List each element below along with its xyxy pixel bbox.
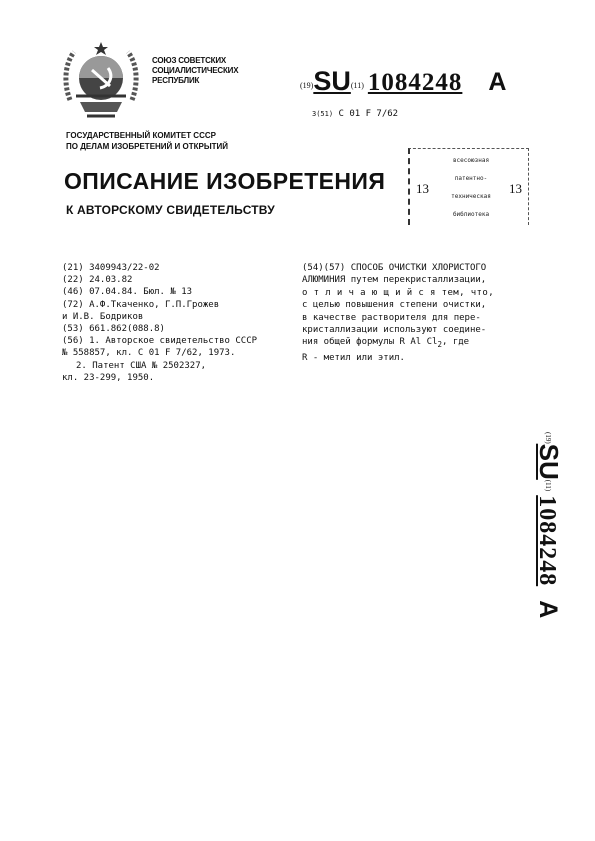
library-stamp [408,148,529,225]
stamp-line: всесоюзная [452,157,490,164]
committee-line: ГОСУДАРСТВЕННЫЙ КОМИТЕТ СССР [66,131,216,140]
abstract-line: кристаллизации используют соедине- [302,325,487,336]
ipc-classification [312,109,398,119]
biblio-line: (21) 3409943/22-02 [62,263,160,273]
abstract-line: ния общей формулы R Al Cl [302,337,438,348]
biblio-line: (72) А.Ф.Ткаченко, Г.П.Грожев [62,299,220,310]
document-subtitle: К АВТОРСКОМУ СВИДЕТЕЛЬСТВУ [66,203,275,217]
biblio-line: (22) 24.03.82 [62,275,133,286]
country-code-label: (19) [300,81,314,90]
bibliographic-data [62,262,288,384]
formula-tail: , где [441,337,470,348]
biblio-line: 2. Патент США № 2502327, [76,360,207,371]
stamp-line: библиотека [452,211,490,218]
side-country-code: SU [534,443,564,480]
kind-code: A [488,68,507,96]
abstract-line: (54)(57) СПОСОБ ОЧИСТКИ ХЛОРИСТОГО [302,263,487,273]
country-code: SU [313,66,351,96]
ipc-value: C 01 F 7/62 [338,109,399,119]
abstract-line: R - метил или этил. [302,352,405,363]
biblio-line: и И.В. Бодриков [62,311,144,322]
ussr-emblem-icon [62,40,140,122]
side-kind-code: A [534,600,562,619]
document-title: ОПИСАНИЕ ИЗОБРЕТЕНИЯ [64,168,386,194]
biblio-line: (53) 661.862(088.8) [62,324,165,335]
publication-number [300,66,540,100]
abstract-line: АЛЮМИНИЯ путем перекристаллизации, [302,275,487,286]
side-patent-number: 1084248 [534,495,560,587]
stamp-line: техническая [451,193,491,200]
abstract [302,262,520,364]
biblio-line: № 558857, кл. С 01 F 7/62, 1973. [62,348,236,359]
side-publication-number [534,432,564,680]
formula-subscript: 2 [437,340,442,350]
patent-number: 1084248 [367,69,463,96]
biblio-line: кл. 23-299, 1950. [62,372,155,383]
country-line: СОЮЗ СОВЕТСКИХ [152,56,227,65]
number-code-label: (11) [350,81,364,90]
abstract-line: с целью повышения степени очистки, [302,300,487,311]
country-line: РЕСПУБЛИК [152,76,200,85]
abstract-formula-line [302,336,520,351]
committee-name [66,130,228,152]
abstract-line: о т л и ч а ю щ и й с я тем, что, [302,287,495,298]
side-country-code-label: (19) [544,432,552,444]
ipc-code-label: 3(51) [312,110,334,118]
committee-line: ПО ДЕЛАМ ИЗОБРЕТЕНИЙ И ОТКРЫТИЙ [66,142,229,151]
stamp-number-right: 13 [509,181,522,196]
stamp-line: патентно- [454,175,488,182]
country-line: СОЦИАЛИСТИЧЕСКИХ [152,66,239,75]
abstract-line: в качестве растворителя для пере- [302,312,481,323]
biblio-line: (56) 1. Авторское свидетельство СССР [62,336,258,347]
stamp-number-left: 13 [416,181,429,196]
country-name [152,56,238,86]
side-number-code-label: (11) [544,479,552,492]
biblio-line: (46) 07.04.84. Бюл. № 13 [62,287,193,298]
